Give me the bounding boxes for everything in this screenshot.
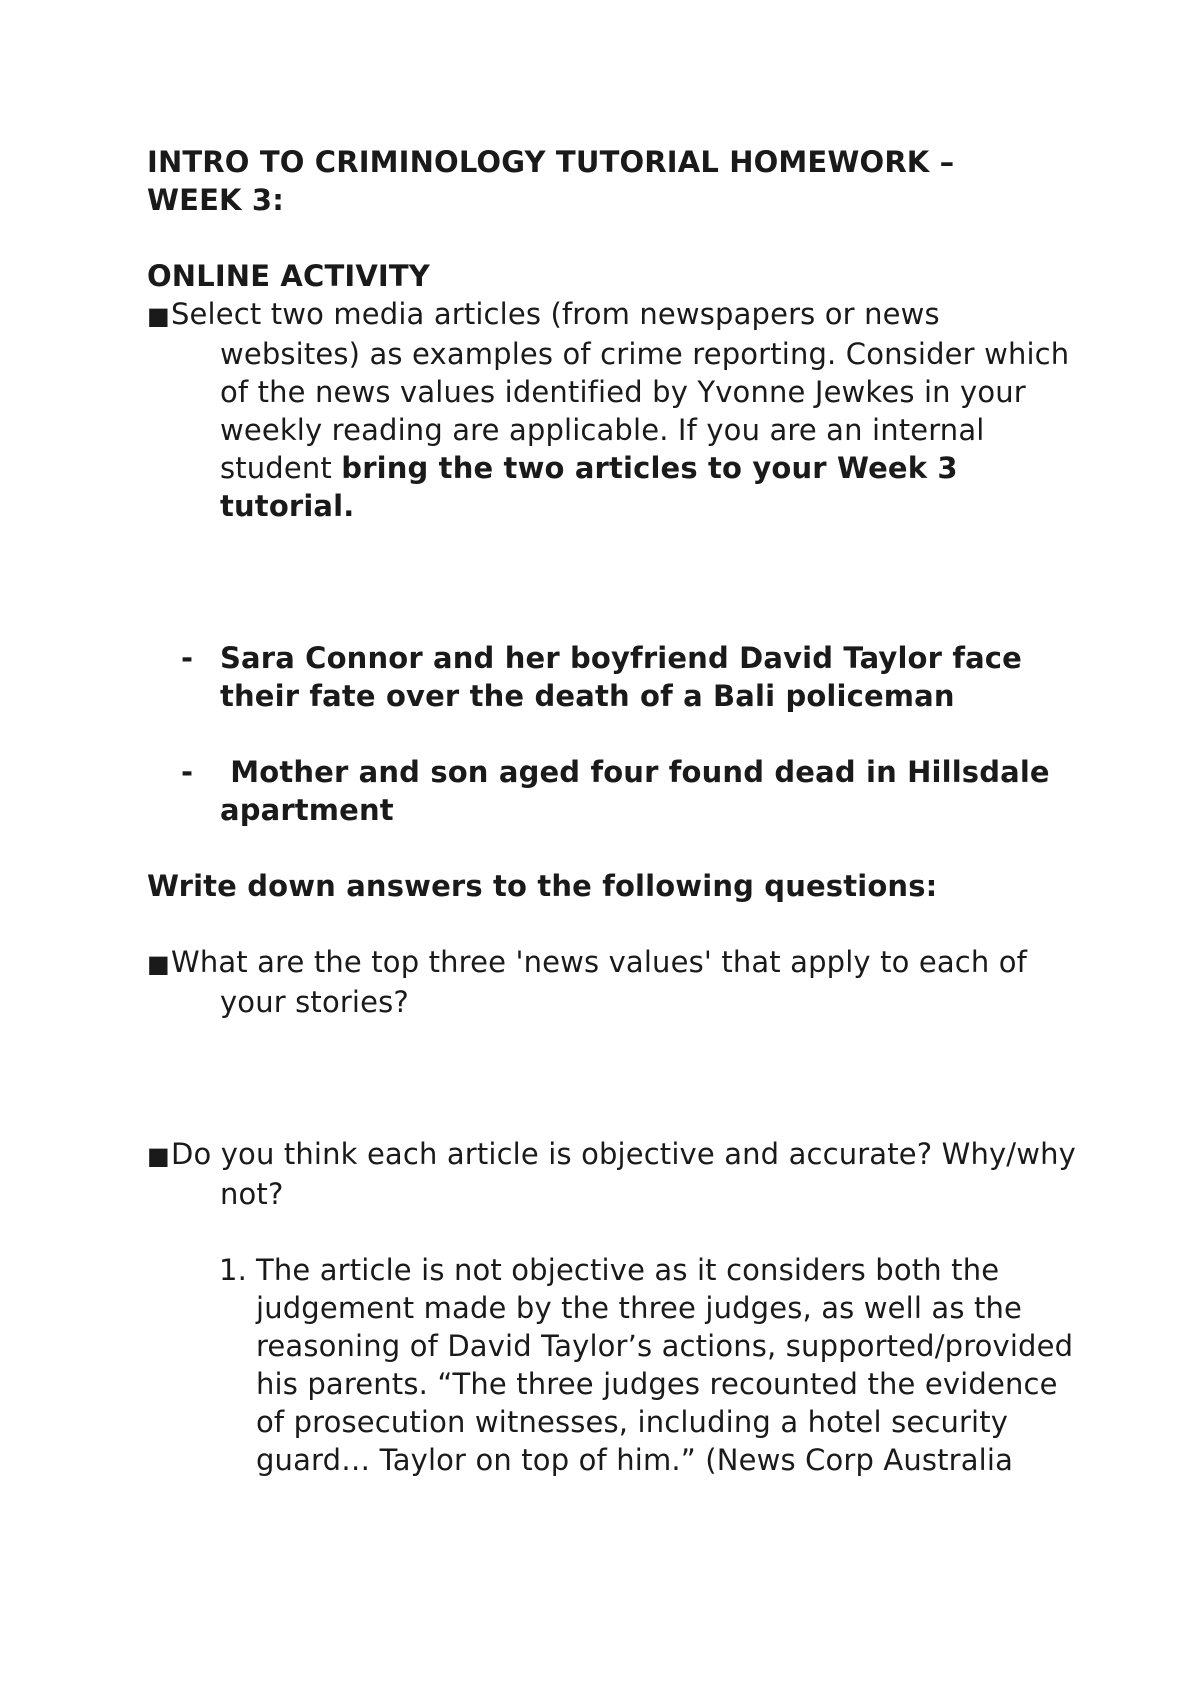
article-title-1: Sara Connor and her boyfriend David Taylor face their fate over the death of a Bali policeman	[220, 641, 1022, 713]
activity-text-bold: bring the two articles to your Week 3 tutorial.	[220, 451, 958, 523]
article-item-2	[147, 753, 1077, 829]
article-title-2: Mother and son aged four found dead in Hillsdale apartment	[220, 755, 1060, 827]
document-body	[147, 143, 1077, 1479]
questions-heading: Write down answers to the following questions:	[147, 869, 938, 903]
answer-number: 1.	[219, 1253, 247, 1287]
article-item-1	[147, 639, 1077, 715]
question-1	[147, 943, 1077, 1021]
activity-bullet	[147, 295, 1077, 525]
dash-bullet: -	[181, 755, 194, 789]
answer-1-text: The article is not objective as it considers both the judgement made by the three judges, as well as the reasoning of David Taylor’s actions, supported/provided his parents. “The three judges recounted the evidence of prosecution witnesses, including a hotel security guard… Taylor on top of him.” (News Corp Australia	[256, 1253, 1074, 1477]
question-2-text: Do you think each article is objective and accurate? Why/why not?	[171, 1137, 1076, 1211]
square-bullet-icon: ■	[147, 302, 170, 330]
dash-bullet: -	[181, 641, 194, 675]
square-bullet-icon: ■	[147, 950, 170, 978]
answer-1	[147, 1251, 1077, 1479]
title-line-2: WEEK 3:	[147, 183, 285, 217]
square-bullet-icon: ■	[147, 1142, 170, 1170]
activity-text: Select two media articles (from newspapers or news websites) as examples of crime reporting. Consider which of the news values identified by Yvonne Jewkes in your weekly reading are applicable. If you are an internal student	[171, 297, 1070, 485]
document-title	[147, 143, 1077, 219]
question-1-text: What are the top three 'news values' that apply to each of your stories?	[171, 945, 1028, 1019]
title-line-1: INTRO TO CRIMINOLOGY TUTORIAL HOMEWORK –	[147, 145, 955, 179]
section-heading: ONLINE ACTIVITY	[147, 259, 430, 293]
question-2	[147, 1135, 1077, 1213]
